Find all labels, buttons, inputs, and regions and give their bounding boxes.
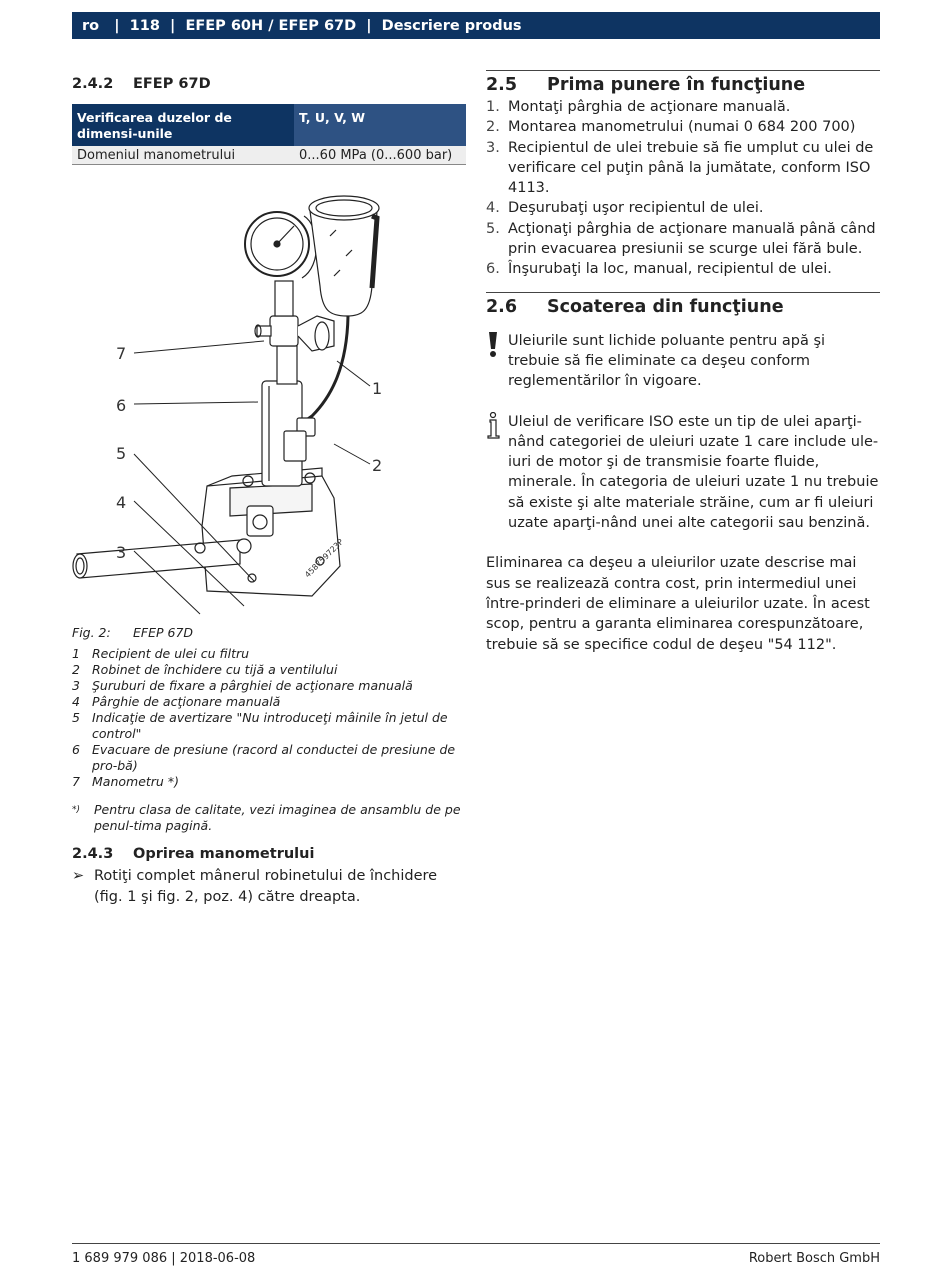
table-header-cell: T, U, V, W [294, 104, 466, 146]
figure-caption [72, 625, 466, 834]
commissioning-steps [486, 97, 880, 280]
table-row [72, 146, 466, 165]
info-note [486, 412, 880, 534]
footer-divider [72, 1243, 880, 1244]
list-item: 3 Şuruburi de fixare a pârghiei de acţionare manuală [72, 678, 413, 693]
section-title: Prima punere în funcţiune [547, 75, 806, 95]
figure-legend [72, 646, 466, 790]
list-item: 6 Evacuare de presiune (racord al conductei de presiune de pro-bă) [72, 742, 456, 773]
list-item: 7 Manometru *) [72, 774, 179, 789]
figure-title [72, 625, 466, 640]
list-item: 2 Robinet de închidere cu tijă a ventilului [72, 662, 338, 677]
instruction-step [72, 866, 466, 908]
device-illustration [72, 186, 466, 626]
callout-2: 2 [372, 456, 383, 475]
callout-4: 4 [116, 493, 127, 512]
figure-code: 458759723P [303, 537, 346, 580]
list-item: 2. Montarea manometrului (numai 0 684 200 700) [486, 119, 856, 136]
list-item: 6. Înşurubaţi la loc, manual, recipientul de ulei. [486, 261, 832, 278]
list-item: 5. Acţionaţi pârghia de acţionare manuală până când prin evacuarea presiunii se scurge ulei fără bule. [486, 220, 876, 258]
info-icon [486, 412, 508, 534]
document-date: 2018-06-08 [179, 1251, 256, 1266]
header-section: Descriere produs [381, 17, 522, 34]
warning-note [486, 331, 880, 392]
figure-label: Fig. 2: [72, 625, 111, 640]
section-heading-2-5 [486, 75, 880, 95]
spec-table [72, 104, 466, 165]
warning-text: Uleiurile sunt lichide poluante pentru apă şi trebuie să fie eliminate ca deşeu conform reglementărilor în vigoare. [508, 332, 826, 390]
right-column [486, 70, 880, 655]
section-number: 2.4.3 [72, 846, 114, 862]
page-header: ro | 118 | EFEP 60H / EFEP 67D | Descriere produs [72, 12, 880, 39]
section-2-4-3 [72, 846, 466, 908]
table-header-cell: Verificarea duzelor de dimensi-unile [72, 104, 294, 146]
section-number: 2.5 [486, 75, 518, 95]
table-cell: 0...60 MPa (0...600 bar) [294, 146, 466, 165]
exclamation-icon [486, 331, 508, 392]
footnote-mark: *) [72, 805, 81, 815]
left-column [72, 76, 466, 905]
page-footer [72, 1251, 880, 1266]
header-lang: ro [82, 17, 100, 34]
arrow-icon: ➢ [72, 868, 85, 884]
footer-left: 1 689 979 086 | 2018-06-08 [72, 1251, 256, 1266]
section-number: 2.6 [486, 296, 518, 317]
list-item: 3. Recipientul de ulei trebuie să fie umplut cu ulei de verificare cel puţin până la jumătate, conform ISO 4113. [486, 139, 874, 197]
header-page-number: 118 [129, 17, 160, 34]
section-title: Oprirea manometrului [133, 846, 315, 862]
section-2-5 [486, 70, 880, 280]
callout-1: 1 [372, 379, 383, 398]
table-header-row [72, 104, 466, 146]
section-heading-2-6 [486, 297, 880, 317]
footnote-text: Pentru clasa de calitate, vezi imaginea de ansamblu de pe penul-tima pagină. [94, 802, 461, 833]
figure-efep-67d [72, 186, 466, 626]
callout-6: 6 [116, 396, 127, 415]
list-item: 5 Indicaţie de avertizare "Nu introduceţi mâinile în jetul de control" [72, 710, 448, 741]
section-title: EFEP 67D [133, 76, 211, 92]
table-cell: Domeniul manometrului [72, 146, 294, 165]
section-number: 2.4.2 [72, 76, 114, 92]
footnote [72, 802, 466, 834]
header-product: EFEP 60H / EFEP 67D [185, 17, 357, 34]
figure-name: EFEP 67D [133, 625, 194, 640]
callout-7: 7 [116, 344, 127, 363]
list-item: 1 Recipient de ulei cu filtru [72, 646, 250, 661]
list-item: 4. Deşurubaţi uşor recipientul de ulei. [486, 200, 764, 217]
section-2-6 [486, 292, 880, 655]
disposal-paragraph: Eliminarea ca deşeu a uleiurilor uzate descrise mai sus se realizează contra cost, prin intermediul unei între-prinderi de eliminare a uleiurilor uzate. În acest scop, pentru a garanta eliminarea corespunzătoare, trebuie să se specifice codul de deşeu "54 112". [486, 555, 870, 653]
company-name: Robert Bosch GmbH [748, 1251, 880, 1266]
list-item: 1. Montaţi pârghia de acţionare manuală. [486, 99, 791, 115]
instruction-text: Rotiţi complet mânerul robinetului de închidere (fig. 1 şi fig. 2, poz. 4) către dreapta. [94, 868, 438, 905]
info-text: Uleiul de verificare ISO este un tip de ulei aparţi-nând categoriei de uleiuri uzate 1 care include ule-iuri de motor şi de transmisie foarte fluide, minerale. În categoria de uleiuri uzate 1 nu trebuie să existe şi alte materiale străine, cum ar fi uleiuri uzate aparţi-nând unei alte categorii sau benzină. [508, 413, 879, 532]
section-title: Scoaterea din funcţiune [547, 296, 784, 317]
document-number: 1 689 979 086 [72, 1251, 168, 1266]
section-heading-2-4-2 [72, 76, 466, 92]
section-heading-2-4-3 [72, 846, 466, 862]
list-item: 4 Pârghie de acţionare manuală [72, 694, 281, 709]
callout-5: 5 [116, 444, 127, 463]
callout-3: 3 [116, 543, 127, 562]
